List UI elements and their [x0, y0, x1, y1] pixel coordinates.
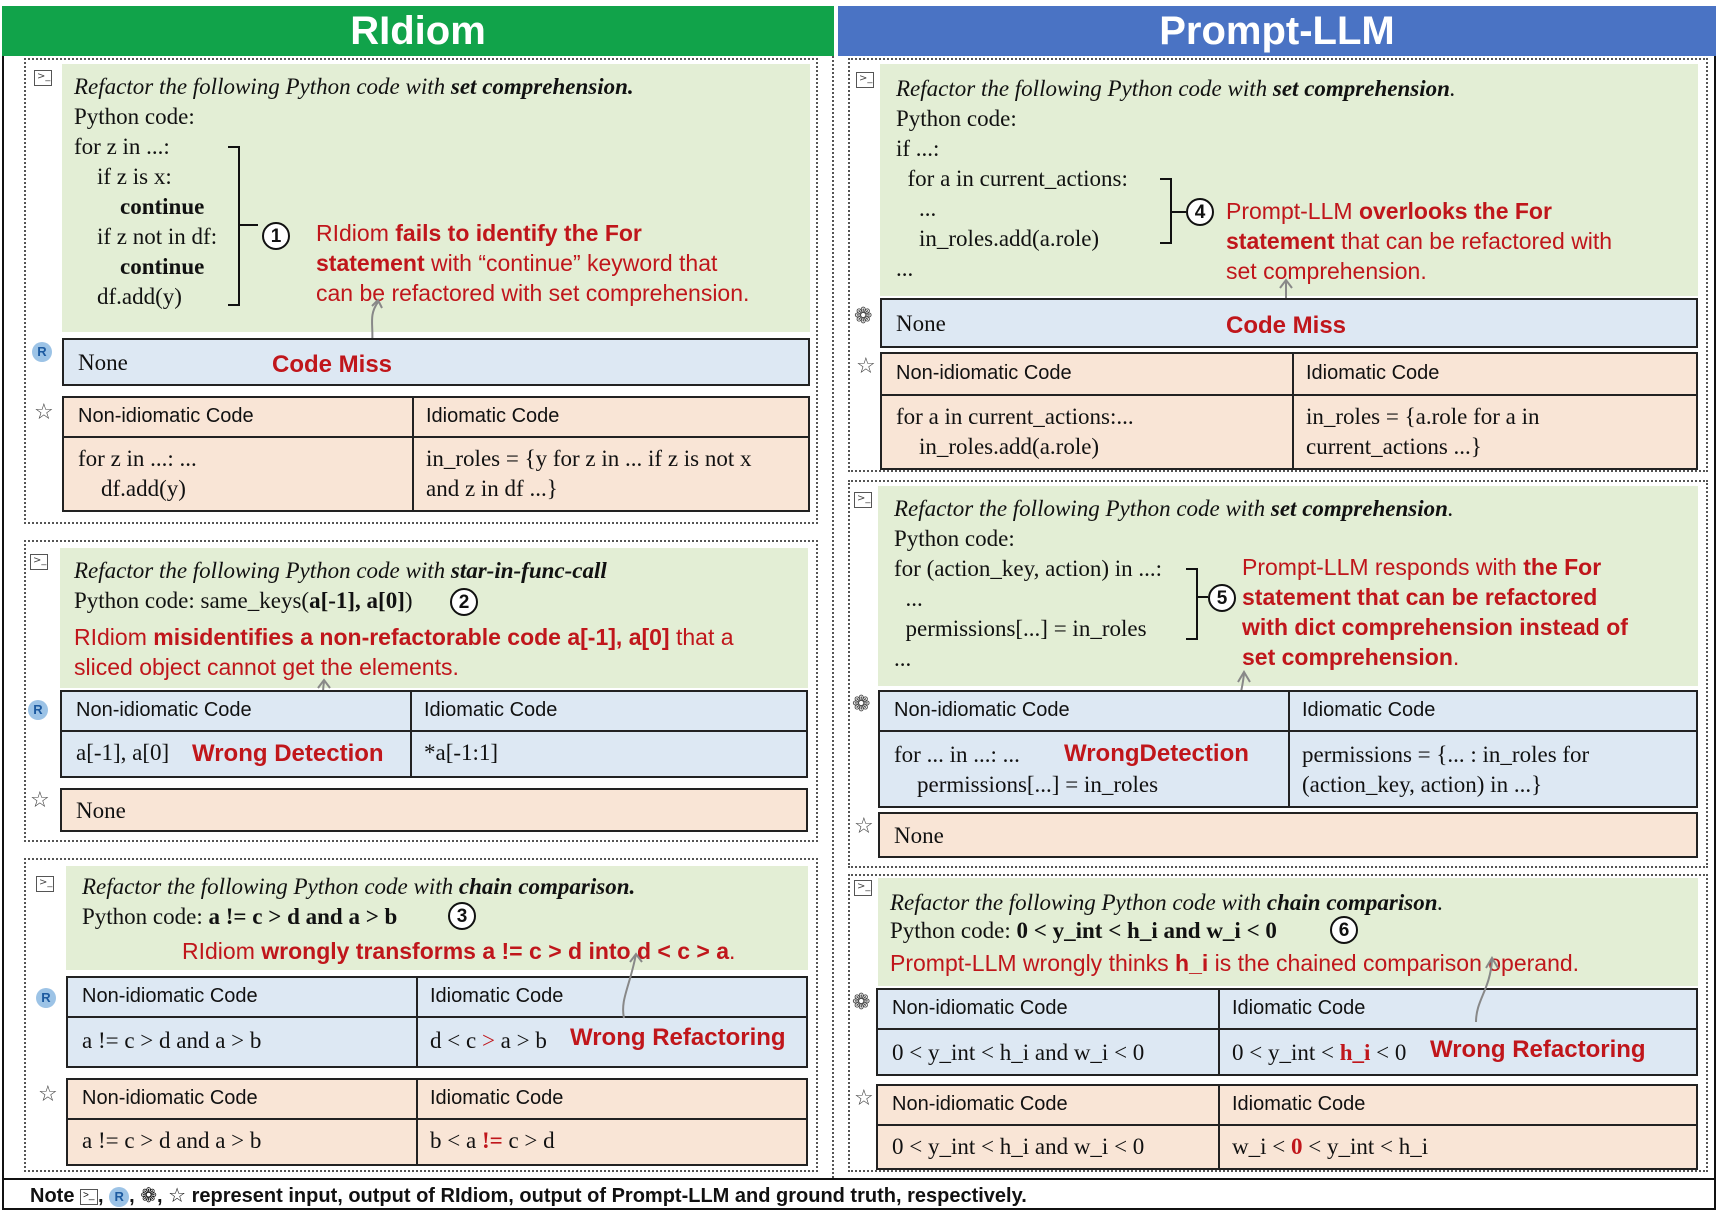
- pointer-arrow: [614, 950, 654, 1020]
- code-line: for z in ...:: [74, 134, 170, 159]
- output-non-idiomatic: 0 < y_int < h_i and w_i < 0: [892, 1040, 1145, 1065]
- column-header: Non-idiomatic Code: [892, 997, 1068, 1019]
- openai-logo-icon: ❁: [854, 304, 873, 329]
- case-1-note: RIdiom fails to identify the For statement with “continue” keyword that can be refactored with set comprehension.: [316, 220, 750, 306]
- terminal-icon: >_: [36, 876, 54, 892]
- column-header: Idiomatic Code: [1232, 1093, 1366, 1115]
- code-line: ...: [894, 586, 923, 611]
- terminal-icon: >_: [856, 72, 874, 88]
- column-header: Idiomatic Code: [424, 699, 558, 721]
- case-3-ground-truth: [66, 1078, 808, 1166]
- case-6-code: Python code: 0 < y_int < h_i and w_i < 0: [890, 918, 1277, 943]
- case-6-ground-truth: [876, 1084, 1698, 1170]
- case-5-note: Prompt-LLM responds with the For statement that can be refactored with dict comprehension instead of set comprehension.: [1242, 554, 1628, 670]
- case-6-note: Prompt-LLM wrongly thinks h_i is the chained comparison operand.: [890, 950, 1580, 976]
- column-header: Idiomatic Code: [1232, 997, 1366, 1019]
- code-bracket: [1186, 568, 1198, 640]
- bracket-stem: [240, 224, 258, 226]
- award-icon: ☆: [856, 354, 876, 379]
- gt-idiomatic: in_roles = {a.role for a in: [1306, 404, 1540, 429]
- terminal-icon: >_: [34, 70, 52, 86]
- terminal-icon: >_: [80, 1189, 98, 1205]
- column-header: Idiomatic Code: [430, 1087, 564, 1109]
- case-3-prompt: Refactor the following Python code with chain comparison.: [82, 874, 636, 899]
- gt-idiomatic: in_roles = {y for z in ... if z is not x: [426, 446, 752, 471]
- gt-idiomatic: b < a != c > d: [430, 1128, 555, 1153]
- code-bracket: [228, 146, 240, 306]
- gt-non-idiomatic: df.add(y): [78, 476, 186, 501]
- column-header: Non-idiomatic Code: [896, 362, 1072, 384]
- prompt-llm-header: Prompt-LLM: [838, 6, 1716, 56]
- code-line: continue: [74, 254, 205, 279]
- code-line: if z is x:: [74, 164, 172, 189]
- code-line: if ...:: [896, 136, 940, 161]
- code-miss-label: Code Miss: [272, 351, 393, 378]
- code-line: continue: [74, 194, 205, 219]
- award-icon: ☆: [38, 1082, 58, 1107]
- case-4-prompt: Refactor the following Python code with set comprehension.: [896, 76, 1456, 101]
- wrong-detection-label: Wrong Detection: [192, 740, 384, 767]
- legend-text: Note >_ , R , ❁, ☆ represent input, output of RIdiom, output of Prompt-LLM and ground truth, respectively.: [30, 1183, 1027, 1207]
- code-line: for a in current_actions:: [896, 166, 1128, 191]
- terminal-icon: >_: [854, 880, 872, 896]
- case-4-ground-truth: [880, 352, 1698, 470]
- case-3-output: [66, 976, 808, 1068]
- output-idiomatic: *a[-1:1]: [424, 740, 499, 765]
- case-1-output: None Code Miss: [62, 338, 810, 386]
- marker-6: 6: [1330, 916, 1358, 944]
- code-line: for (action_key, action) in ...:: [894, 556, 1163, 581]
- case-5-code-label: Python code:: [894, 526, 1015, 551]
- gt-non-idiomatic: 0 < y_int < h_i and w_i < 0: [892, 1134, 1145, 1159]
- case-5-prompt: Refactor the following Python code with set comprehension.: [894, 496, 1454, 521]
- case-4-note: Prompt-LLM overlooks the For statement that can be refactored with set comprehension.: [1226, 198, 1613, 284]
- output-idiomatic: (action_key, action) in ...}: [1302, 772, 1543, 797]
- output-idiomatic: 0 < y_int < h_i < 0: [1232, 1040, 1407, 1065]
- award-icon: ☆: [854, 1086, 874, 1111]
- column-header: Non-idiomatic Code: [892, 1093, 1068, 1115]
- case-6-prompt: Refactor the following Python code with chain comparison.: [890, 890, 1444, 915]
- code-bracket: [1160, 178, 1172, 244]
- case-5-output: [878, 690, 1698, 808]
- code-line: ...: [894, 646, 912, 671]
- case-2-prompt: Refactor the following Python code with star-in-func-call: [74, 558, 607, 583]
- gt-idiomatic: and z in df ...}: [426, 476, 558, 501]
- marker-4: 4: [1186, 198, 1214, 226]
- case-2-note: RIdiom misidentifies a non-refactorable code a[-1], a[0] that a sliced object cannot get the elements.: [74, 624, 734, 680]
- gt-non-idiomatic: for a in current_actions:...: [896, 404, 1134, 429]
- code-miss-label: Code Miss: [1226, 312, 1347, 339]
- ridiom-logo-icon: R: [32, 342, 52, 362]
- marker-3: 3: [448, 902, 476, 930]
- output-non-idiomatic: a[-1], a[0]: [76, 740, 170, 765]
- terminal-icon: >_: [30, 554, 48, 570]
- gt-non-idiomatic: in_roles.add(a.role): [896, 434, 1100, 459]
- openai-logo-icon: ❁: [852, 990, 871, 1015]
- award-icon: ☆: [854, 814, 874, 839]
- ridiom-logo-icon: R: [28, 700, 48, 720]
- wrong-refactoring-label: Wrong Refactoring: [570, 1024, 786, 1051]
- case-1-ground-truth: [62, 396, 810, 512]
- column-header: Non-idiomatic Code: [82, 1087, 258, 1109]
- marker-2: 2: [450, 588, 478, 616]
- case-5-ground-truth: None: [878, 812, 1698, 858]
- ridiom-header: RIdiom: [2, 6, 834, 56]
- column-header: Non-idiomatic Code: [78, 405, 254, 427]
- gt-idiomatic: w_i < 0 < y_int < h_i: [1232, 1134, 1429, 1159]
- award-icon: ☆: [30, 788, 50, 813]
- case-4-output: None Code Miss: [880, 298, 1698, 348]
- code-line: ...: [896, 256, 914, 281]
- case-3-code: Python code: a != c > d and a > b: [82, 904, 398, 929]
- bracket-stem: [1198, 596, 1208, 598]
- terminal-icon: >_: [854, 492, 872, 508]
- openai-logo-icon: ❁: [852, 692, 871, 717]
- award-icon: ☆: [168, 1183, 187, 1207]
- ridiom-logo-icon: R: [109, 1187, 129, 1207]
- column-header: Idiomatic Code: [1302, 699, 1436, 721]
- ridiom-logo-icon: R: [36, 988, 56, 1008]
- bracket-stem: [1172, 211, 1186, 213]
- code-line: in_roles.add(a.role): [896, 226, 1100, 251]
- output-idiomatic: permissions = {... : in_roles for: [1302, 742, 1590, 767]
- wrong-refactoring-label: Wrong Refactoring: [1430, 1036, 1646, 1063]
- column-header: Idiomatic Code: [1306, 362, 1440, 384]
- marker-5: 5: [1208, 584, 1236, 612]
- case-4-code-label: Python code:: [896, 106, 1017, 131]
- column-header: Non-idiomatic Code: [894, 699, 1070, 721]
- code-line: permissions[...] = in_roles: [894, 616, 1147, 641]
- code-line: df.add(y): [74, 284, 182, 309]
- openai-logo-icon: ❁: [140, 1183, 158, 1207]
- column-header: Non-idiomatic Code: [76, 699, 252, 721]
- code-line: if z not in df:: [74, 224, 218, 249]
- code-line: ...: [896, 196, 937, 221]
- marker-1: 1: [262, 222, 290, 250]
- case-6-output: [876, 988, 1698, 1076]
- pointer-arrow: [1470, 954, 1510, 1024]
- column-header: Idiomatic Code: [426, 405, 560, 427]
- gt-idiomatic: current_actions ...}: [1306, 434, 1482, 459]
- output-non-idiomatic: for ... in ...: ...: [894, 742, 1020, 767]
- output-idiomatic: d < c > a > b: [430, 1028, 547, 1053]
- column-header: Non-idiomatic Code: [82, 985, 258, 1007]
- case-3-note: RIdiom wrongly transforms a != c > d into d < c > a.: [182, 938, 736, 964]
- case-2-ground-truth: None: [60, 788, 808, 832]
- case-2-code: Python code: same_keys(a[-1], a[0]): [74, 588, 413, 613]
- column-header: Idiomatic Code: [430, 985, 564, 1007]
- gt-non-idiomatic: a != c > d and a > b: [82, 1128, 262, 1153]
- award-icon: ☆: [34, 400, 54, 425]
- case-1-code-label: Python code:: [74, 104, 195, 129]
- case-2-output: [60, 690, 808, 778]
- wrong-detection-label: WrongDetection: [1064, 740, 1249, 767]
- output-non-idiomatic: permissions[...] = in_roles: [894, 772, 1159, 797]
- case-1-prompt: Refactor the following Python code with set comprehension.: [74, 74, 634, 99]
- output-non-idiomatic: a != c > d and a > b: [82, 1028, 262, 1053]
- gt-non-idiomatic: for z in ...: ...: [78, 446, 197, 471]
